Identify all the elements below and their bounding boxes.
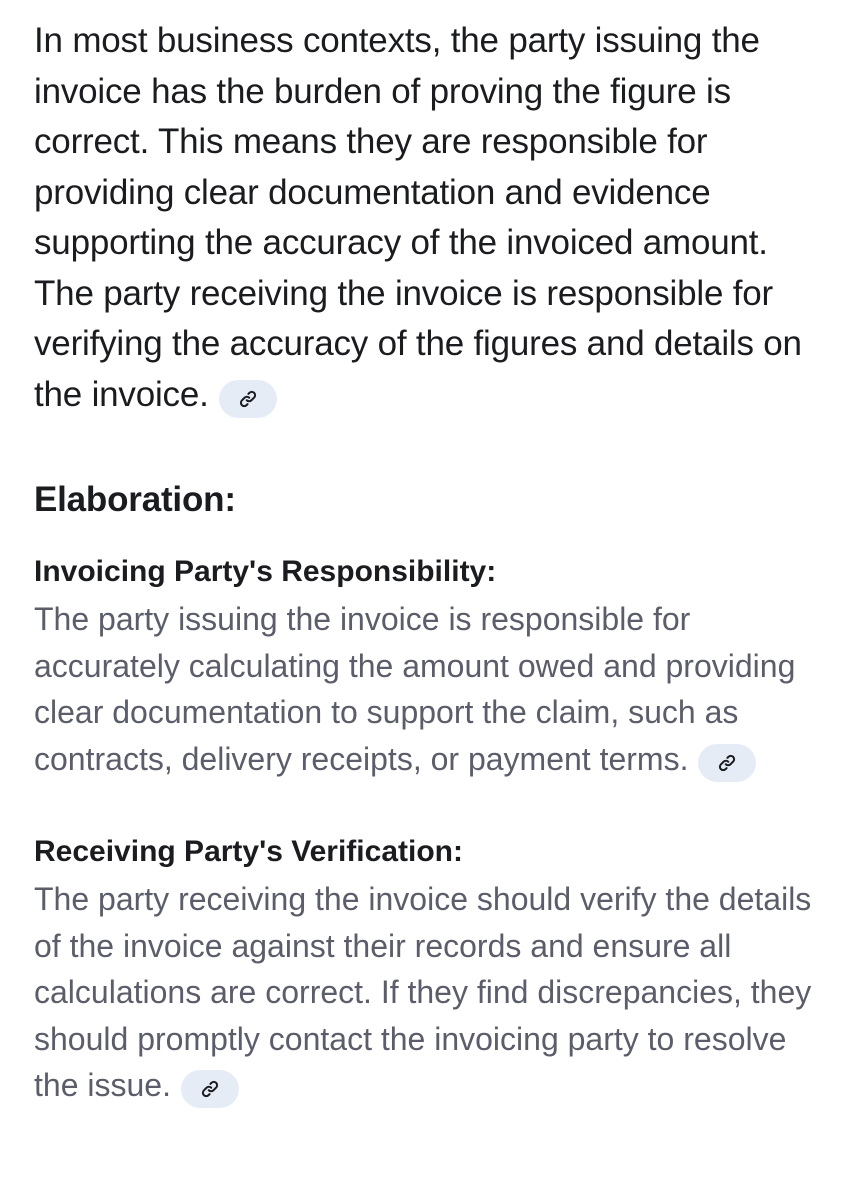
elaboration-heading: Elaboration: <box>34 480 236 519</box>
link-icon <box>717 753 737 773</box>
intro-paragraph <box>34 16 834 420</box>
intro-text: In most business contexts, the party issuing the invoice has the burden of proving the figure is correct. This means they are responsible for providing clear documentation and evidence supporting the accuracy of the invoiced amount. The party receiving the invoice is responsible for verifying the accuracy of the figures and details on the invoice. <box>34 21 802 414</box>
section-title-receiving-party: Receiving Party's Verification: <box>34 835 463 868</box>
source-link-chip[interactable] <box>219 380 277 418</box>
source-link-chip[interactable] <box>181 1070 239 1108</box>
section-body-receiving-party <box>34 876 834 1109</box>
source-link-chip[interactable] <box>698 744 756 782</box>
link-icon <box>200 1079 220 1099</box>
section-body-text: The party receiving the invoice should verify the details of the invoice against their records and ensure all calculations are correct. If they find discrepancies, they should promptly contact the invoicing party to resolve the issue. <box>34 881 812 1103</box>
section-title-invoicing-party: Invoicing Party's Responsibility: <box>34 555 497 588</box>
section-body-invoicing-party <box>34 596 834 782</box>
section-body-text: The party issuing the invoice is responsible for accurately calculating the amount owed and providing clear documentation to support the claim, such as contracts, delivery receipts, or payment terms. <box>34 601 796 777</box>
link-icon <box>238 389 258 409</box>
response-content <box>34 0 834 1109</box>
